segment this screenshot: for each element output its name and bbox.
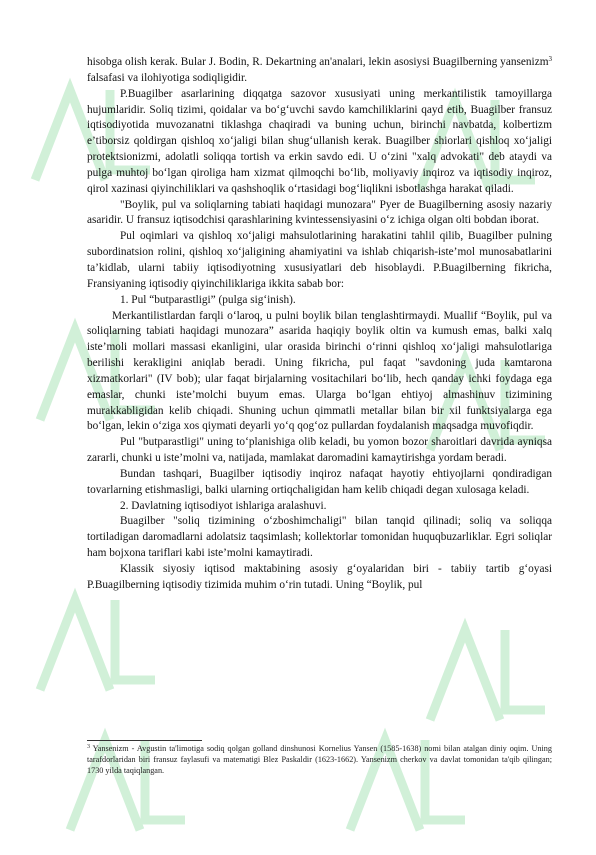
footnote-divider xyxy=(87,740,202,741)
paragraph: Buagilber "soliq tizimining o‘zboshimchaligi" bilan tanqid qilinadi; soliq va soliqqa tortiladigan daromadlarni adolatsiz taqsimlash; kollektorlar tomonidan huquqbuzarliklar. Egri soliqlar ham bojxona tariflari kabi iste’molni kamaytiradi. xyxy=(87,515,552,560)
paragraph: P.Buagilber asarlarining diqqatga sazovor xususiyati uning merkantilistik tamoyillarga hujumlaridir. Soliq tizimi, qoidalar va bo‘g‘uvchi savdo kamchiliklarini qayd etib, Buagilber fransuz iqtisodiyotida muvozanatni tiklashga chaqiradi va buning uchun, birinchi navbatda, kolbertizm e’tiborsiz qoldirgan qishloq xo‘jaligi bilan shug‘ullanish kerak. Buagilber shiorlari qishloq xo‘jaligi protektsionizmi, adolatli soliqqa tortish va erkin savdo edi. U o‘zini "xalq advokati" deb ataydi va pulga muhtoj bo‘lgan qiroliga ham xizmat qilmoqchi bo‘lib, moliyaviy inqiroz va iqtisodiy inqiroz, qirol xazinasi qiyinchiliklari va qashshoqlik o‘rtasidagi bog‘liqlikni isbotlashga harakat qiladi. xyxy=(87,87,552,195)
paragraph: Pul oqimlari va qishloq xo‘jaligi mahsulotlarining harakatini tahlil qilib, Buagilber pulning subordinatsion rolini, qishloq xo‘jaligining ahamiyatini va ishlab chiqarish-iste’mol munosabatlarini ta’kidlab, ularni tabiiy iqtisodiyotning xususiyatlari deb hisoblaydi. P.Buagilberning fikricha, Fransiyaning iqtisodiy qiyinchiliklariga ikkita sabab bor: xyxy=(87,230,552,290)
footnote xyxy=(87,744,552,777)
paragraph: "Boylik, pul va soliqlarning tabiati haqidagi munozara" Pyer de Buagilberning asosiy nazariy asaridir. U fransuz iqtisodchisi qarashlarining kvintessensiyasini o‘z ichiga olgan olti bobdan iborat. xyxy=(87,198,552,227)
document-body xyxy=(87,55,552,594)
paragraph: Bundan tashqari, Buagilber iqtisodiy inqiroz nafaqat hayotiy ehtiyojlarni qondiradigan tovarlarning etishmasligi, balki ularning ortiqchaligidan ham kelib chiqadi degan xulosaga keladi. xyxy=(87,467,552,496)
pdf-watermark-icon xyxy=(410,590,560,740)
paragraph: Merkantilistlardan farqli o‘laroq, u pulni boylik bilan tenglashtirmaydi. Muallif “Boylik, pul va soliqlarning tabiati haqidagi munozara” asarida haqiqiy boylik oltin va kumush emas, balki xalq iste’moli mollari massasi ekanligini, ular orasida birinchi o‘rinni qishloq xo‘jaligi mahsulotlariga berilishi kerakligini aniqlab beradi. Uning fikricha, pul faqat "savdoning juda kamtarona xizmatkorlari" (IV bob); ular faqat birjalarning vositachilari bo‘lib, hech qanday ichki foydaga ega emaslar, chunki iste’molchi buyum emas. Ularga bo‘lgan ehtiyoj almashinuv tizimining murakkabligidan kelib chiqadi. Shuning uchun qimmatli metallar bilan bir xil funktsiyalarga ega bo‘lgan, lekin o‘ziga xos qiymati deyarli yo‘q qog‘oz pullardan foydalanish maqsadga muvofiqdir. xyxy=(87,309,552,433)
paragraph-text: hisobga olish kerak. Bular J. Bodin, R. Dekartning an'analari, lekin asosiysi Buagilberning yansenizm xyxy=(87,56,549,68)
watermark-logo xyxy=(410,590,560,740)
list-item: 2. Davlatning iqtisodiyot ishlariga aralashuvi. xyxy=(120,499,327,512)
footnote-text: Yansenizm - Avgustin ta'limotiga sodiq qolgan golland dinshunosi Kornelius Yansen (1585-1638) nomi bilan atalgan diniy oqim. Uning tarafdorlaridan biri fransuz faylasufi va matematigi Blez Paskaldir (1623-1662). Yansenizm cherkov va davlat tomonidan ta'qib qilingan; 1730 yilda taqiqlangan. xyxy=(87,744,552,775)
footnote-ref[interactable]: 3 xyxy=(548,55,552,63)
footnote-number: 3 xyxy=(87,744,90,750)
paragraph-text: falsafasi va ilohiyotiga sodiqligidir. xyxy=(87,71,248,84)
paragraph: Pul "butparastligi" uning to‘planishiga olib keladi, bu yomon bozor sharoitlari davrida ayniqsa zararli, chunki u iste’molni va, natijada, mamlakat daromadini kamaytirishga yordam beradi. xyxy=(87,436,552,465)
list-item: 1. Pul “butparastligi” (pulga sig‘inish). xyxy=(120,293,296,306)
paragraph: Klassik siyosiy iqtisod maktabining asosiy g‘oyalaridan biri - tabiiy tartib g‘oyasi P.Buagilberning iqtisodiy tizimida muhim o‘rin tutadi. Uning “Boylik, pul xyxy=(87,563,552,591)
paragraph xyxy=(87,55,552,87)
